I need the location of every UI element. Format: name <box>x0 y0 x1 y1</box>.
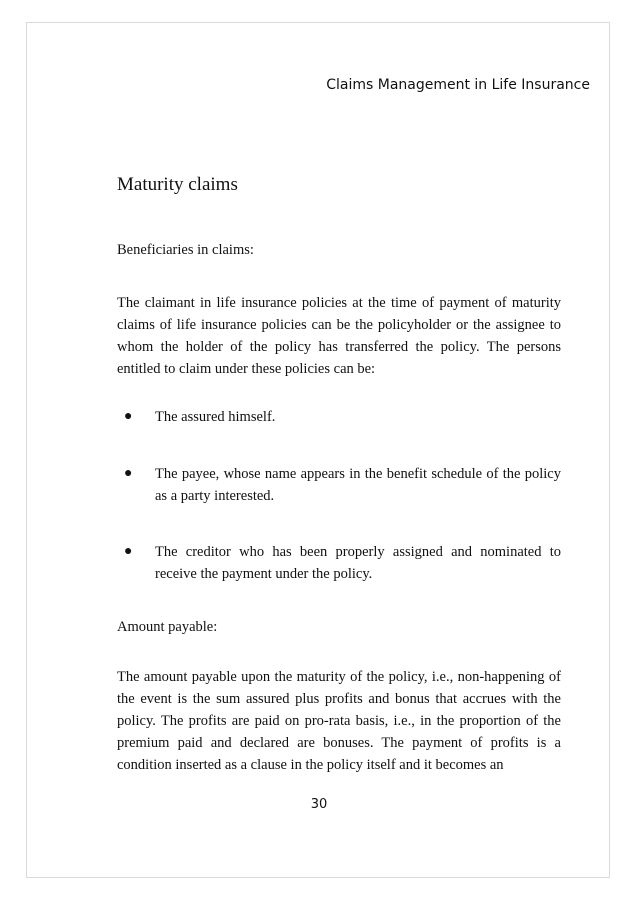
bullet-icon: ● <box>124 466 133 481</box>
bullet-icon: ● <box>124 544 133 559</box>
page-number: 30 <box>310 797 328 812</box>
section-title: Maturity claims <box>117 174 238 195</box>
list-item-text: The payee, whose name appears in the benefit schedule of the policy as a party interested. <box>155 466 561 504</box>
amount-heading: Amount payable: <box>117 619 218 635</box>
list-item-text: The assured himself. <box>155 409 276 425</box>
amount-paragraph: The amount payable upon the maturity of the policy, i.e., non-happening of the event is the sum assured plus profits and bonus that accrues with the policy. The profits are paid on pro-rata basis, i.e., in the proportion of the premium paid and declared are bonuses. The payment of profits is a condition inserted as a clause in the policy itself and it becomes an <box>117 669 561 773</box>
list-item <box>117 463 561 507</box>
intro-paragraph: The claimant in life insurance policies at the time of payment of maturity claims of life insurance policies can be the policyholder or the assignee to whom the holder of the policy has transferred the policy. The persons entitled to claim under these policies can be: <box>117 295 561 377</box>
bullet-icon: ● <box>124 409 133 424</box>
list-item <box>117 541 561 585</box>
list-item-text: The creditor who has been properly assigned and nominated to receive the payment under the policy. <box>155 544 561 582</box>
beneficiaries-heading: Beneficiaries in claims: <box>117 242 254 258</box>
list-item <box>117 406 561 428</box>
running-header: Claims Management in Life Insurance <box>326 77 590 93</box>
